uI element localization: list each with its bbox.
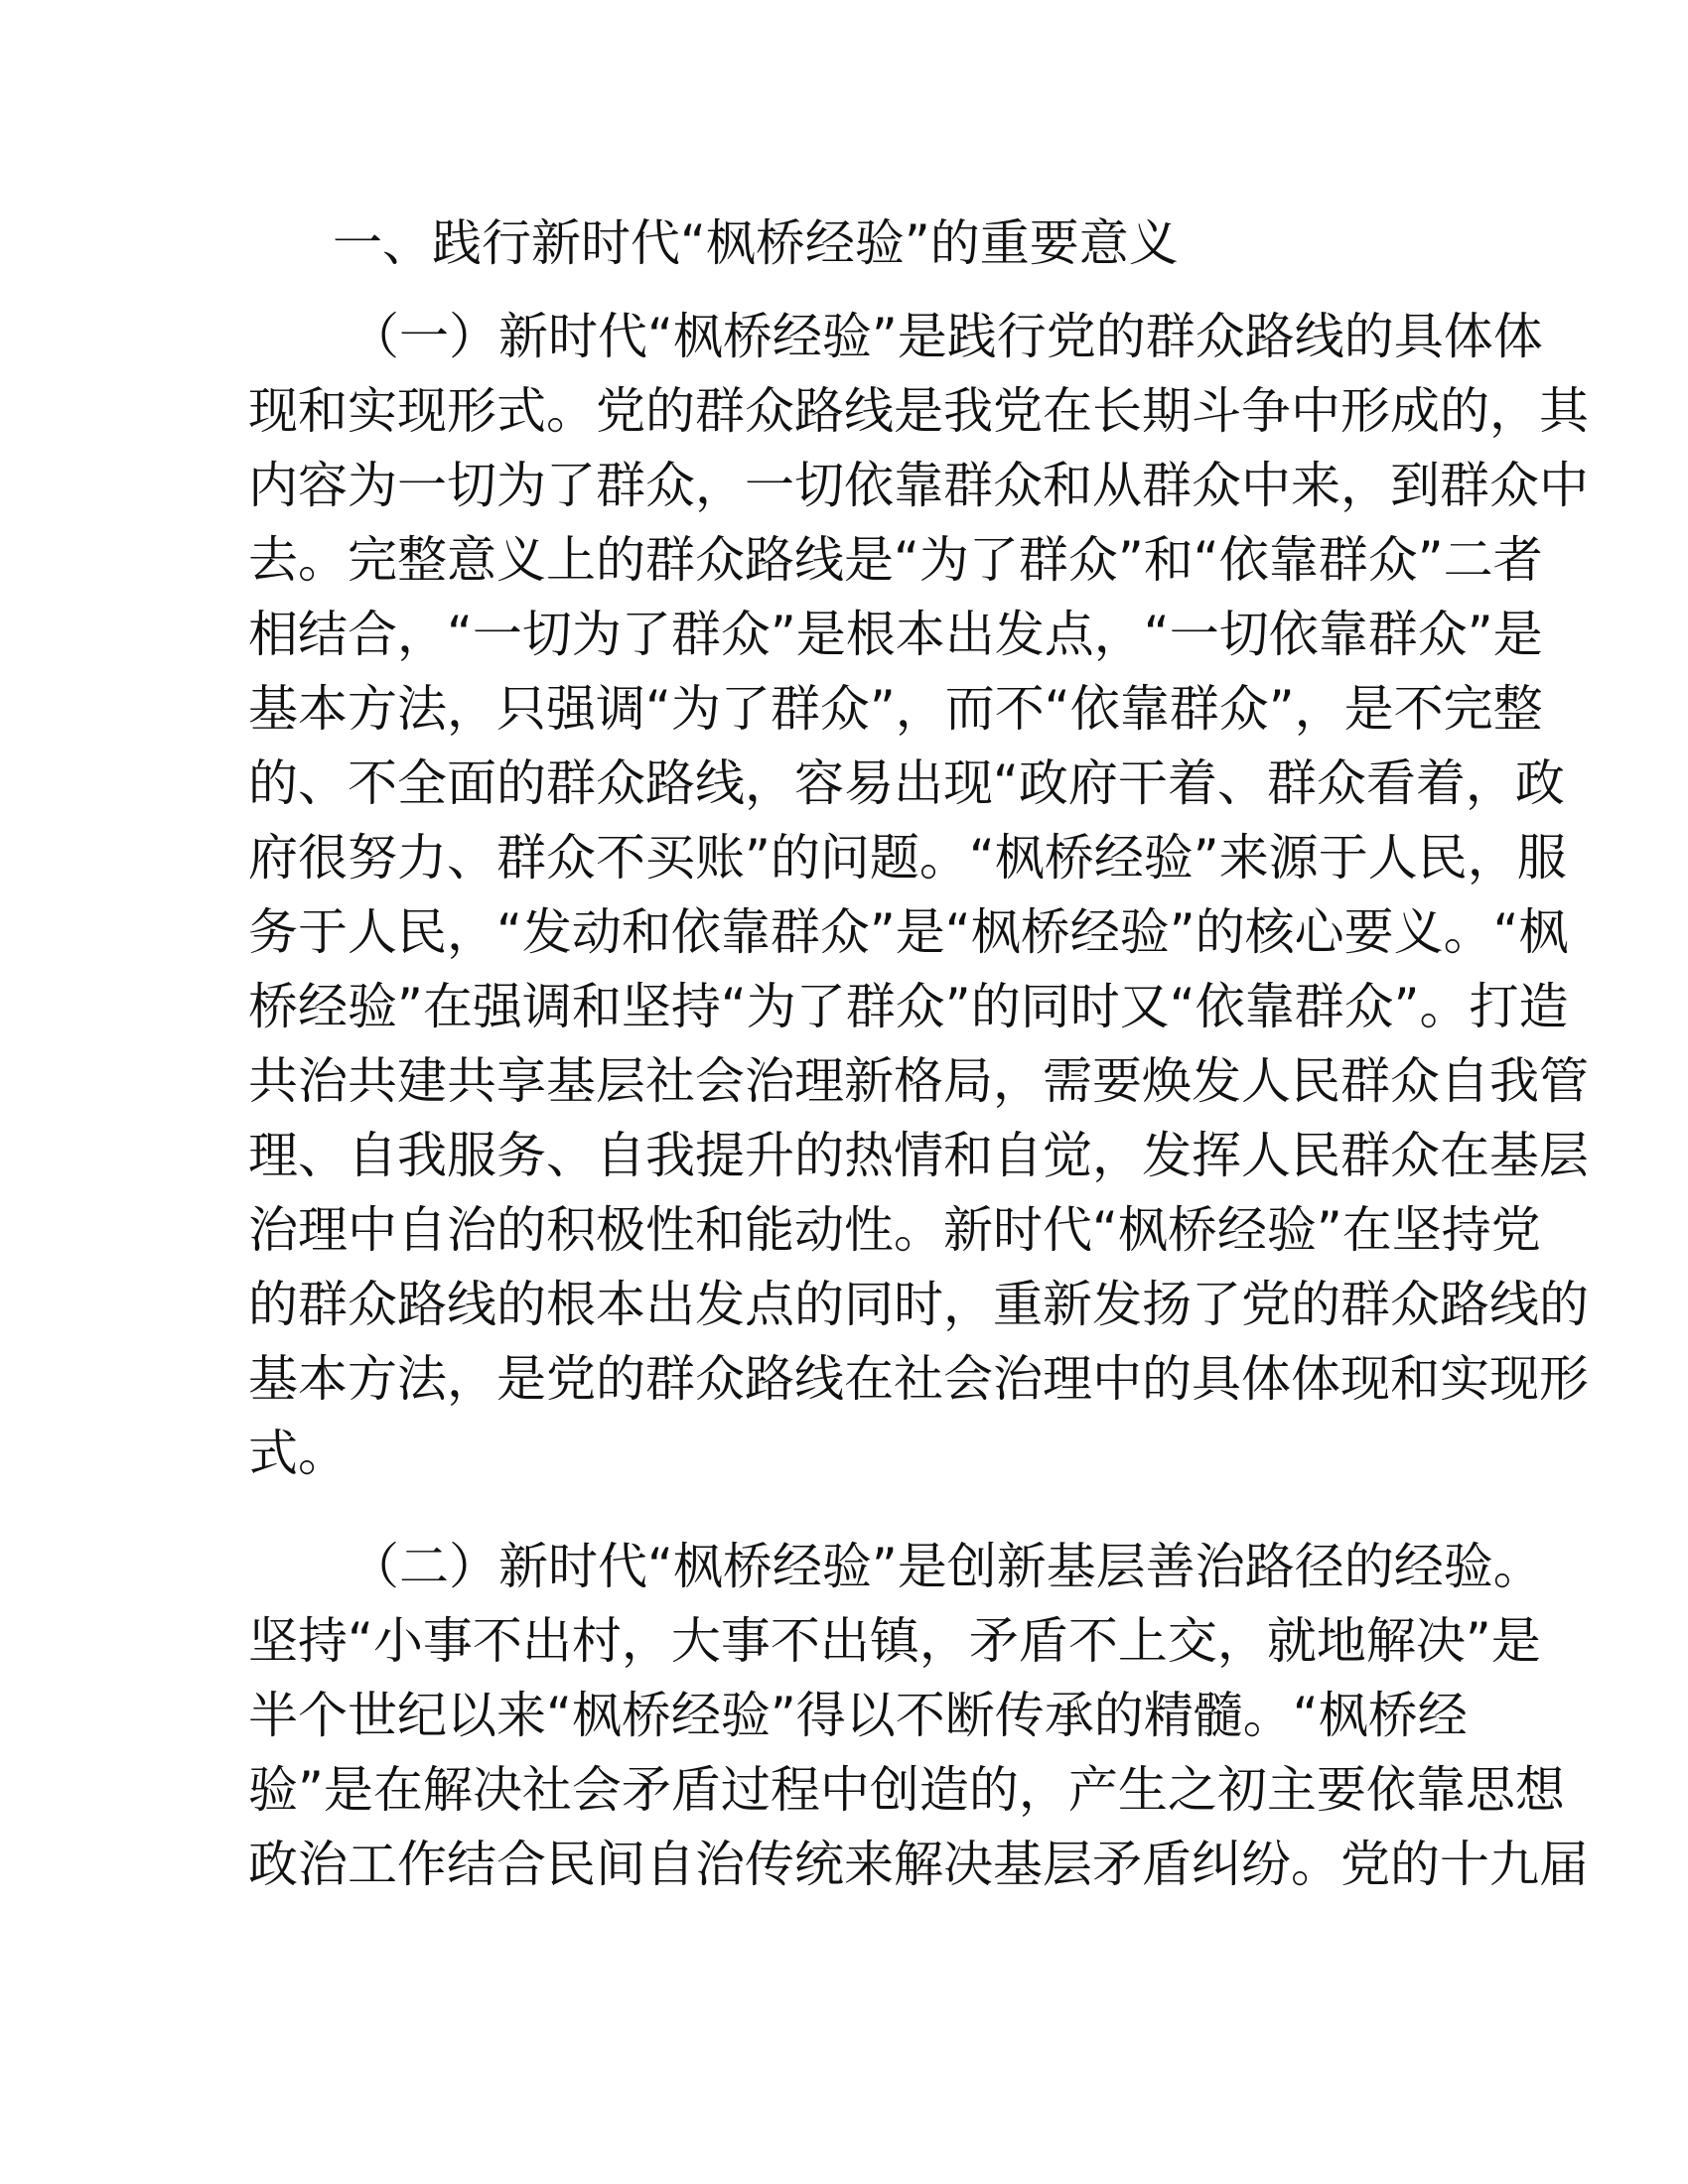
text-line: 治理中自治的积极性和能动性。新时代“枫桥经验”在坚持党 bbox=[248, 1201, 1541, 1259]
text-line: 共治共建共享基层社会治理新格局，需要焕发人民群众自我管 bbox=[248, 1052, 1589, 1110]
text-line: 桥经验”在强调和坚持“为了群众”的同时又“依靠群众”。打造 bbox=[248, 978, 1569, 1035]
text-line: 相结合，“一切为了群众”是根本出发点，“一切依靠群众”是 bbox=[248, 606, 1543, 663]
text-line: （二）新时代“枫桥经验”是创新基层善治路径的经验。 bbox=[350, 1538, 1543, 1595]
text-line: 政治工作结合民间自治传统来解决基层矛盾纠纷。党的十九届 bbox=[248, 1836, 1589, 1893]
paragraph-2 bbox=[0, 1530, 1589, 1902]
text-line: 务于人民，“发动和依靠群众”是“枫桥经验”的核心要义。“枫 bbox=[248, 903, 1569, 961]
text-line: 验”是在解决社会矛盾过程中创造的，产生之初主要依靠思想 bbox=[248, 1761, 1565, 1819]
text-line: 去。完整意义上的群众路线是“为了群众”和“依靠群众”二者 bbox=[248, 531, 1543, 589]
text-line: （一）新时代“枫桥经验”是践行党的群众路线的具体体 bbox=[350, 308, 1543, 365]
text-line: 的群众路线的根本出发点的同时，重新发扬了党的群众路线的 bbox=[248, 1276, 1589, 1333]
text-line: 半个世纪以来“枫桥经验”得以不断传承的精髓。“枫桥经 bbox=[248, 1687, 1468, 1744]
text-line: 基本方法，只强调“为了群众”，而不“依靠群众”，是不完整 bbox=[248, 680, 1543, 738]
text-line: 基本方法，是党的群众路线在社会治理中的具体体现和实现形 bbox=[248, 1350, 1589, 1408]
paragraph-1 bbox=[0, 300, 1589, 1491]
text-line: 式。 bbox=[248, 1425, 348, 1482]
text-line: 内容为一切为了群众，一切依靠群众和从群众中来，到群众中 bbox=[248, 457, 1589, 514]
text-line: 坚持“小事不出村，大事不出镇，矛盾不上交，就地解决”是 bbox=[248, 1612, 1541, 1670]
section-heading: 一、践行新时代“枫桥经验”的重要意义 bbox=[333, 214, 1179, 272]
text-line: 府很努力、群众不买账”的问题。“枫桥经验”来源于人民，服 bbox=[248, 829, 1567, 887]
text-line: 理、自我服务、自我提升的热情和自觉，发挥人民群众在基层 bbox=[248, 1127, 1589, 1184]
text-line: 现和实现形式。党的群众路线是我党在长期斗争中形成的，其 bbox=[248, 382, 1589, 440]
text-line: 的、不全面的群众路线，容易出现“政府干着、群众看着，政 bbox=[248, 754, 1565, 812]
